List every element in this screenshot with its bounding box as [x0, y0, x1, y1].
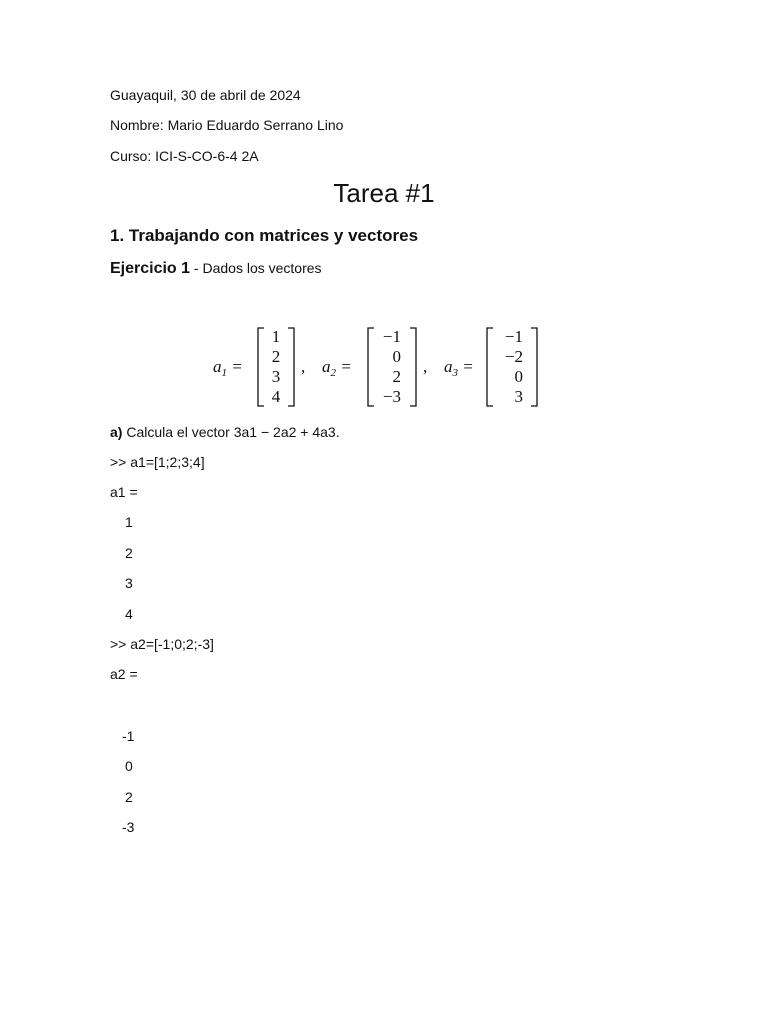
comma: ,	[301, 357, 306, 376]
output-value-a1: 1	[125, 514, 133, 530]
bracket-right-a1	[288, 328, 294, 406]
a3-value: −1	[504, 327, 523, 346]
a2-value: −1	[382, 327, 401, 346]
output-value-a1: 2	[125, 545, 133, 561]
bracket-right-a3	[531, 328, 537, 406]
date-line: Guayaquil, 30 de abril de 2024	[110, 87, 301, 103]
command-a2: >> a2=[-1;0;2;-3]	[110, 636, 214, 652]
task-line	[110, 423, 340, 441]
comma: ,	[423, 357, 428, 376]
output-value-a1: 3	[125, 575, 133, 591]
a2-value: 2	[392, 367, 401, 386]
vector-name-a2: $a_2$ =	[322, 357, 352, 379]
output-value-a2: 0	[125, 758, 133, 774]
a1-value: 3	[271, 367, 281, 386]
task-label: a)	[110, 424, 123, 440]
output-value-a2: 2	[125, 789, 133, 805]
exercise-text: - Dados los vectores	[190, 260, 322, 276]
vectors-equation	[0, 322, 768, 412]
bracket-right-a2	[410, 328, 416, 406]
bracket-left-a2	[368, 328, 374, 406]
course-line: Curso: ICI-S-CO-6-4 2A	[110, 148, 259, 164]
output-value-a2: -3	[122, 819, 135, 835]
exercise-label: Ejercicio 1	[110, 260, 191, 277]
a3-value: 0	[514, 367, 523, 386]
output-value-a1: 4	[125, 606, 133, 622]
exercise-heading	[110, 260, 322, 278]
page-title: Tarea #1	[333, 178, 435, 208]
command-a1: >> a1=[1;2;3;4]	[110, 454, 205, 470]
task-text: Calcula el vector 3a1 − 2a2 + 4a3.	[122, 424, 340, 440]
a2-value: 0	[392, 347, 401, 366]
bracket-left-a1	[258, 328, 264, 406]
vector-name-a3: $a_3$ =	[444, 357, 474, 379]
output-label-a2: a2 =	[110, 666, 138, 682]
output-label-a1: a1 =	[110, 484, 138, 500]
name-line: Nombre: Mario Eduardo Serrano Lino	[110, 117, 344, 133]
a1-value: 2	[271, 347, 281, 366]
a1-value: 1	[271, 327, 281, 346]
vector-name-a1: $a_1$ =	[213, 357, 243, 379]
a3-value: −2	[504, 347, 523, 366]
output-value-a2: -1	[122, 728, 135, 744]
section-heading: 1. Trabajando con matrices y vectores	[110, 226, 419, 245]
a2-value: −3	[382, 387, 401, 406]
a1-value: 4	[271, 387, 281, 406]
a3-value: 3	[514, 387, 523, 406]
bracket-left-a3	[487, 328, 493, 406]
